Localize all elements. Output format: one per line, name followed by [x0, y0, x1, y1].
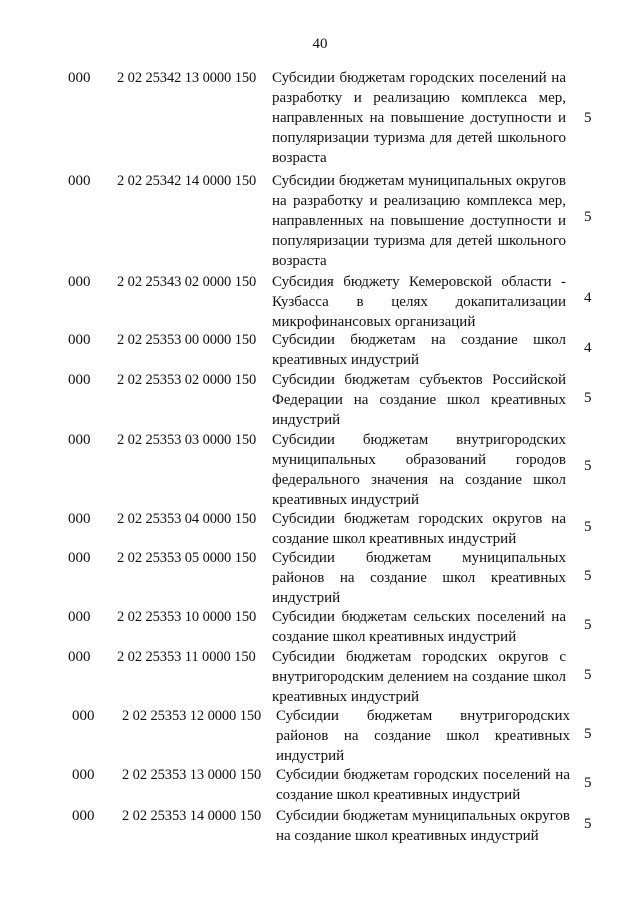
admin-code: 000	[68, 550, 91, 566]
revenue-name: Субсидии бюджетам городских поселений на создание школ креативных индустрий	[276, 767, 570, 803]
rate-value: 5	[584, 209, 592, 225]
revenue-name: Субсидии бюджетам муниципальных округов на создание школ креативных индустрий	[276, 808, 570, 844]
admin-code: 000	[68, 432, 91, 448]
rate-value: 5	[584, 617, 592, 633]
admin-code: 000	[68, 609, 91, 625]
budget-classification-code: 2 02 25353 12 0000 150	[122, 708, 262, 724]
budget-classification-code: 2 02 25353 04 0000 150	[117, 511, 257, 527]
budget-classification-code: 2 02 25353 03 0000 150	[117, 432, 257, 448]
revenue-name: Субсидии бюджетам субъектов Российской Федерации на создание школ креативных индустрий	[272, 372, 566, 428]
revenue-name: Субсидии бюджетам сельских поселений на создание школ креативных индустрий	[272, 609, 566, 645]
budget-classification-code: 2 02 25342 14 0000 150	[117, 173, 257, 189]
budget-classification-code: 2 02 25343 02 0000 150	[117, 274, 257, 290]
budget-classification-code: 2 02 25353 05 0000 150	[117, 550, 257, 566]
rate-value: 5	[584, 816, 592, 832]
revenue-name: Субсидии бюджетам городских поселений на разработку и реализацию комплекса мер, направленных на повышение доступности и популяризации туризма для детей школьного возраста	[272, 70, 566, 166]
revenue-name: Субсидии бюджетам муниципальных округов на разработку и реализацию комплекса мер, направленных на повышение доступности и популяризации туризма для детей школьного возраста	[272, 173, 566, 269]
rate-value: 5	[584, 458, 592, 474]
admin-code: 000	[68, 274, 91, 290]
rate-value: 5	[584, 726, 592, 742]
budget-classification-code: 2 02 25353 02 0000 150	[117, 372, 257, 388]
admin-code: 000	[68, 511, 91, 527]
rate-value: 5	[584, 390, 592, 406]
admin-code: 000	[68, 332, 91, 348]
rate-value: 5	[584, 775, 592, 791]
admin-code: 000	[68, 372, 91, 388]
revenue-name: Субсидии бюджетам городских округов с внутригородским делением на создание школ креативных индустрий	[272, 649, 566, 705]
admin-code: 000	[68, 173, 91, 189]
revenue-name: Субсидии бюджетам муниципальных районов на создание школ креативных индустрий	[272, 550, 566, 606]
budget-classification-code: 2 02 25353 11 0000 150	[117, 649, 256, 665]
admin-code: 000	[68, 70, 91, 86]
budget-classification-code: 2 02 25353 13 0000 150	[122, 767, 262, 783]
rate-value: 4	[584, 290, 592, 306]
budget-classification-code: 2 02 25353 10 0000 150	[117, 609, 257, 625]
budget-classification-code: 2 02 25353 00 0000 150	[117, 332, 257, 348]
revenue-name: Субсидии бюджетам внутригородских муниципальных образований городов федерального значения на создание школ креативных индустрий	[272, 432, 566, 508]
revenue-name: Субсидия бюджету Кемеровской области - Кузбасса в целях докапитализации микрофинансовых организаций	[272, 274, 566, 330]
rate-value: 5	[584, 519, 592, 535]
budget-classification-code: 2 02 25342 13 0000 150	[117, 70, 257, 86]
rate-value: 5	[584, 568, 592, 584]
revenue-name: Субсидии бюджетам городских округов на создание школ креативных индустрий	[272, 511, 566, 547]
budget-classification-code: 2 02 25353 14 0000 150	[122, 808, 262, 824]
admin-code: 000	[72, 808, 95, 824]
revenue-name: Субсидии бюджетам внутригородских районов на создание школ креативных индустрий	[276, 708, 570, 764]
page-number: 40	[312, 36, 328, 52]
rate-value: 5	[584, 110, 592, 126]
admin-code: 000	[72, 708, 95, 724]
rate-value: 4	[584, 340, 592, 356]
admin-code: 000	[68, 649, 91, 665]
revenue-name: Субсидии бюджетам на создание школ креативных индустрий	[272, 332, 566, 368]
rate-value: 5	[584, 667, 592, 683]
admin-code: 000	[72, 767, 95, 783]
